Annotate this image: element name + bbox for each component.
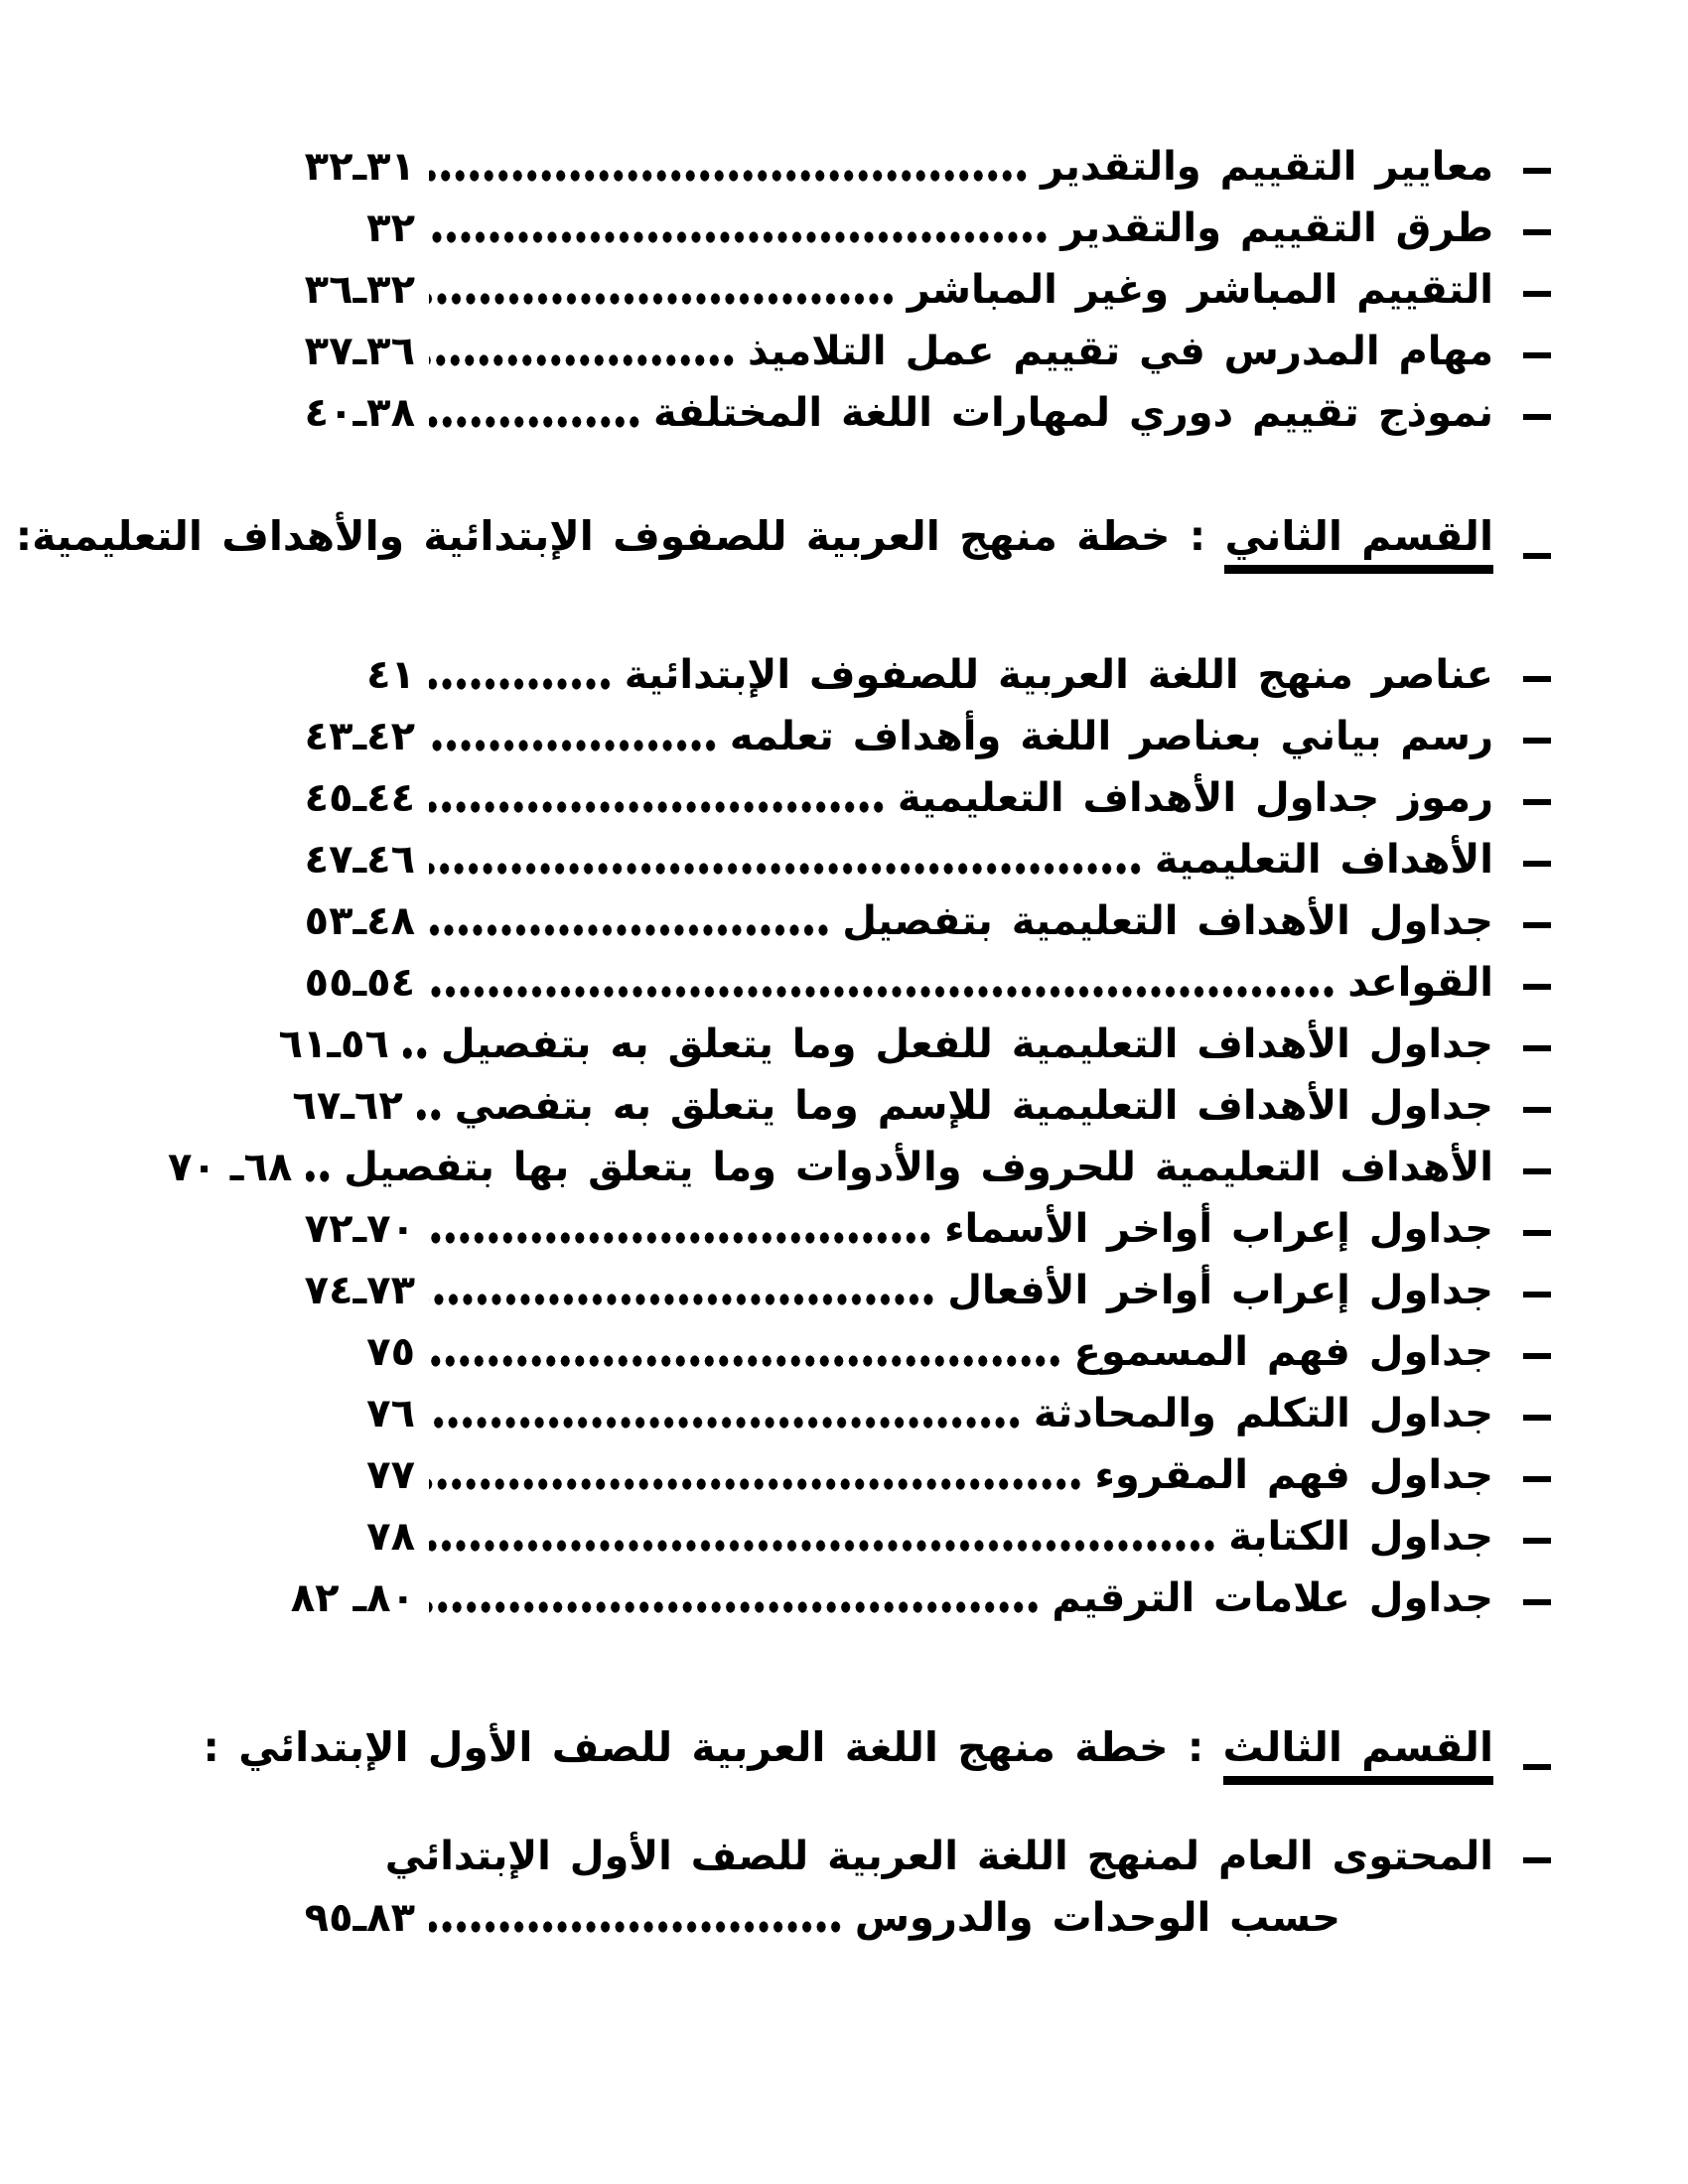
toc-entry-title: رسم بياني بعناصر اللغة وأهداف تعلمه bbox=[729, 714, 1493, 759]
toc-entry-page-numbers: ٨٣ـ٩٥ bbox=[304, 1895, 415, 1941]
toc-entry-title: جداول الأهداف التعليمية للإسم وما يتعلق به بتفصي bbox=[454, 1083, 1493, 1129]
toc-entry-title: نموذج تقييم دوري لمهارات اللغة المختلفة bbox=[653, 390, 1493, 436]
toc-entry bbox=[226, 1576, 1551, 1620]
toc-entry bbox=[226, 776, 1551, 820]
toc-entry bbox=[226, 268, 1551, 312]
dash-bullet-icon bbox=[1523, 1045, 1551, 1051]
toc-entry-page-numbers: ٥٦ـ٦١ bbox=[278, 1022, 389, 1067]
section-header-text bbox=[204, 1725, 1493, 1785]
section-header-text bbox=[16, 514, 1493, 574]
toc-entry bbox=[226, 330, 1551, 373]
toc-entry-title: جداول فهم المسموع bbox=[1073, 1329, 1493, 1375]
toc-entry-title-line-2: حسب الوحدات والدروس bbox=[854, 1895, 1340, 1941]
toc-entry-title: رموز جداول الأهداف التعليمية bbox=[897, 775, 1493, 821]
toc-entry bbox=[226, 1269, 1551, 1312]
dash-bullet-icon bbox=[1523, 799, 1551, 805]
dotted-leader bbox=[429, 922, 830, 938]
section-header-separator: : bbox=[1170, 512, 1225, 560]
dash-bullet-icon bbox=[1523, 1353, 1551, 1359]
dotted-leader bbox=[429, 1919, 843, 1935]
dotted-leader bbox=[429, 799, 886, 815]
section-header-separator: : bbox=[1168, 1723, 1223, 1771]
section-header bbox=[203, 1723, 1551, 1785]
dotted-leader bbox=[429, 414, 641, 430]
toc-entry-title: المحتوى العام لمنهج اللغة العربية للصف الأول الإبتدائي bbox=[384, 1834, 1493, 1879]
dotted-leader bbox=[429, 168, 1029, 184]
dash-bullet-icon bbox=[1523, 676, 1551, 682]
toc-entry bbox=[226, 1453, 1551, 1497]
toc-entry bbox=[226, 961, 1551, 1005]
dotted-leader bbox=[429, 984, 1336, 1000]
toc-entry-title: الأهداف التعليمية bbox=[1154, 837, 1493, 883]
toc-entry-title: جداول إعراب أواخر الأفعال bbox=[947, 1268, 1493, 1313]
toc-entry bbox=[226, 1084, 1551, 1128]
dash-bullet-icon bbox=[1523, 414, 1551, 420]
dash-bullet-icon bbox=[1523, 291, 1551, 297]
toc-entry-title: جداول إعراب أواخر الأسماء bbox=[944, 1206, 1493, 1252]
section-header-number: القسم الثاني bbox=[1224, 514, 1493, 574]
dotted-leader bbox=[429, 1292, 935, 1307]
toc-entry bbox=[226, 145, 1551, 189]
dotted-leader bbox=[429, 1230, 932, 1246]
dotted-leader bbox=[429, 1538, 1216, 1554]
toc-entry-page-numbers: ٤٢ـ٤٣ bbox=[304, 714, 415, 759]
toc-entry-page-numbers: ٣٨ـ٤٠ bbox=[304, 390, 415, 436]
toc-entry-title: مهام المدرس في تقييم عمل التلاميذ bbox=[748, 329, 1493, 374]
dash-bullet-icon bbox=[1523, 922, 1551, 928]
toc-entry bbox=[226, 715, 1551, 758]
dash-bullet-icon bbox=[1523, 352, 1551, 358]
toc-entry bbox=[226, 653, 1551, 697]
toc-entry bbox=[226, 1515, 1551, 1559]
toc-entry bbox=[226, 1207, 1551, 1251]
dash-bullet-icon bbox=[1523, 1292, 1551, 1297]
toc-entry-page-numbers: ٤٦ـ٤٧ bbox=[304, 837, 415, 883]
toc-entry-page-numbers: ٣٢ bbox=[366, 205, 415, 251]
toc-entry-page-numbers: ٧٦ bbox=[366, 1391, 415, 1436]
dash-bullet-icon bbox=[1523, 1599, 1551, 1605]
toc-entry-page-numbers: ٦٨ـ ٧٠ bbox=[168, 1145, 293, 1190]
toc-entry bbox=[226, 899, 1551, 943]
toc-entry-title: التقييم المباشر وغير المباشر bbox=[907, 267, 1493, 313]
toc-entry-page-numbers: ٦٢ـ٦٧ bbox=[292, 1083, 403, 1129]
toc-entry bbox=[226, 391, 1551, 435]
toc-entry-line-2 bbox=[226, 1896, 1340, 1940]
toc-entry-page-numbers: ٧٨ bbox=[366, 1514, 415, 1560]
dash-bullet-icon bbox=[1523, 1538, 1551, 1544]
toc-entry-title: عناصر منهج اللغة العربية للصفوف الإبتدائية bbox=[624, 652, 1493, 698]
dash-bullet-icon bbox=[1523, 1107, 1551, 1113]
toc-entry-title: الأهداف التعليمية للحروف والأدوات وما يتعلق بها بتفصيل bbox=[344, 1145, 1493, 1190]
dotted-leader bbox=[429, 291, 896, 307]
dotted-leader bbox=[429, 1476, 1082, 1492]
toc-entry-page-numbers: ٧٧ bbox=[366, 1452, 415, 1498]
dash-bullet-icon bbox=[1523, 1476, 1551, 1482]
toc-list bbox=[15, 144, 1551, 1941]
toc-entry-title: طرق التقييم والتقدير bbox=[1060, 205, 1493, 251]
section-header-rest: خطة منهج اللغة العربية للصف الأول الإبتدائي : bbox=[203, 1723, 1169, 1771]
dotted-leader bbox=[429, 738, 718, 753]
toc-entry-page-numbers: ٣١ـ٣٢ bbox=[304, 144, 415, 190]
toc-entry-page-numbers: ٤٤ـ٤٥ bbox=[304, 775, 415, 821]
dotted-leader bbox=[429, 861, 1143, 877]
toc-entry-title: جداول الكتابة bbox=[1228, 1514, 1493, 1560]
toc-entry-title: جداول فهم المقروء bbox=[1094, 1452, 1493, 1498]
dash-bullet-icon bbox=[1523, 861, 1551, 867]
dotted-leader bbox=[429, 352, 736, 368]
toc-entry bbox=[226, 1835, 1551, 1940]
section-header-rest: خطة منهج العربية للصفوف الإبتدائية والأهداف التعليمية: bbox=[15, 512, 1171, 560]
toc-entry bbox=[168, 1145, 1551, 1190]
dash-bullet-icon bbox=[1523, 1415, 1551, 1421]
toc-entry-page-numbers: ٧٣ـ٧٤ bbox=[304, 1268, 415, 1313]
dash-bullet-icon bbox=[1523, 168, 1551, 174]
toc-entry bbox=[226, 1023, 1551, 1066]
dash-bullet-icon bbox=[1523, 1857, 1551, 1863]
toc-entry-page-numbers: ٧٥ bbox=[366, 1329, 415, 1375]
dotted-leader bbox=[306, 1168, 332, 1184]
toc-entry-page-numbers: ٣٦ـ٣٧ bbox=[304, 329, 415, 374]
dash-bullet-icon bbox=[1523, 553, 1551, 559]
dotted-leader bbox=[403, 1045, 429, 1061]
toc-entry-title: جداول الأهداف التعليمية للفعل وما يتعلق به بتفصيل bbox=[440, 1022, 1493, 1067]
dash-bullet-icon bbox=[1523, 229, 1551, 235]
dotted-leader bbox=[429, 676, 613, 692]
dotted-leader bbox=[429, 1599, 1040, 1615]
toc-entry-title: القواعد bbox=[1347, 960, 1493, 1006]
toc-entry bbox=[226, 838, 1551, 882]
toc-entry-title: جداول الأهداف التعليمية بتفصيل bbox=[842, 898, 1493, 944]
toc-entry-page-numbers: ٨٠ـ ٨٢ bbox=[290, 1575, 415, 1621]
dotted-leader bbox=[429, 1415, 1022, 1431]
toc-entry-page-numbers: ٧٠ـ٧٢ bbox=[304, 1206, 415, 1252]
dash-bullet-icon bbox=[1523, 1764, 1551, 1770]
toc-entry-line-1 bbox=[226, 1835, 1551, 1878]
toc-entry-page-numbers: ٣٢ـ٣٦ bbox=[304, 267, 415, 313]
toc-entry-page-numbers: ٥٤ـ٥٥ bbox=[304, 960, 415, 1006]
toc-entry bbox=[226, 1330, 1551, 1374]
dotted-leader bbox=[417, 1107, 443, 1123]
toc-entry bbox=[226, 1392, 1551, 1435]
toc-entry-page-numbers: ٤٨ـ٥٣ bbox=[304, 898, 415, 944]
toc-entry-title: معايير التقييم والتقدير bbox=[1040, 144, 1493, 190]
toc-entry-page-numbers: ٤١ bbox=[366, 652, 415, 698]
toc-entry bbox=[226, 206, 1551, 250]
dotted-leader bbox=[429, 229, 1049, 245]
section-header-number: القسم الثالث bbox=[1223, 1725, 1493, 1785]
dash-bullet-icon bbox=[1523, 984, 1551, 990]
section-header bbox=[15, 512, 1551, 574]
dotted-leader bbox=[429, 1353, 1062, 1369]
dash-bullet-icon bbox=[1523, 1230, 1551, 1236]
dash-bullet-icon bbox=[1523, 738, 1551, 744]
dash-bullet-icon bbox=[1523, 1168, 1551, 1174]
toc-entry-title: جداول علامات الترقيم bbox=[1052, 1575, 1493, 1621]
toc-entry-title: جداول التكلم والمحادثة bbox=[1033, 1391, 1493, 1436]
